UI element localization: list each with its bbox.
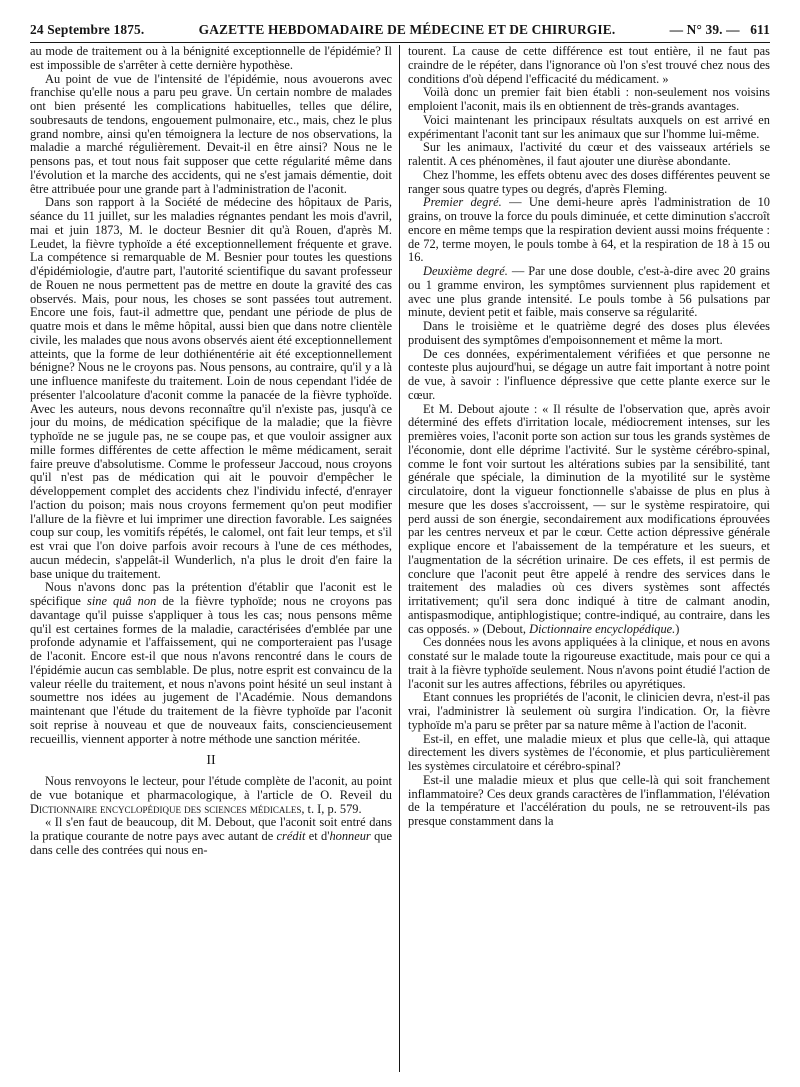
header-issue: — N° 39. — — [669, 22, 740, 37]
degree-heading: Premier degré. — [423, 195, 502, 210]
paragraph: Nous renvoyons le lecteur, pour l'étude complète de l'aconit, au point de vue botanique et pharmacologique, à l'article de O. Reveil du Dictionnaire encyclopédique des sciences médicales, t. I, p. 579. — [30, 774, 392, 816]
paragraph: Voici maintenant les principaux résultats auxquels on est arrivé en expérimentant l'aconit tant sur les animaux que sur l'homme lui-même. — [408, 112, 770, 141]
paragraph: Etant connues les propriétés de l'aconit, le clinicien devra, n'est-il pas vrai, l'administrer là seulement où surgira l'indication. Or, la fièvre typhoïde m'a paru se prêter par sa nature même à l'action de l'aconit. — [408, 690, 770, 732]
column-divider — [399, 45, 400, 1072]
paragraph: Premier degré. — Une demi-heure après l'administration de 10 grains, on trouve la force du pouls diminuée, et cette diminution s'accroît encore en même temps que la respiration devient aussi moins fréquente : de 72, terme moyen, le pouls tombe à 64, et la respiration de 18 à 15 ou 16. — [408, 195, 770, 265]
paragraph: Dans le troisième et le quatrième degré des doses plus élevées produisent des symptômes d'empoisonnement et même la mort. — [408, 319, 770, 347]
paragraph: Au point de vue de l'intensité de l'épidémie, nous avouerons avec franchise qu'elle nous a paru peu grave. Un certain nombre de malades ont bien présenté les complications habituelles, telles que délire, soubresauts de tendons, engouement pulmonaire, etc., mais, chez le plus grand nombre, ainsi qu'en témoignera la lecture de nos observations, la maladie a marché régulièrement. Devait-il en être ainsi? Nous ne le pensons pas, et tout nous fait supposer que cette régularité même dans l'évolution et la marche des accidents, qui ne s'est jamais démentie, doit être attribuée pour une grande part à l'administration de l'aconit. — [30, 71, 392, 196]
header-page-number: 611 — [750, 22, 770, 37]
section-heading: II — [206, 753, 216, 769]
running-header — [30, 22, 770, 42]
header-title: GAZETTE HEBDOMADAIRE DE MÉDECINE ET DE CHIRURGIE. — [198, 22, 616, 37]
paragraph: Chez l'homme, les effets obtenu avec des doses différentes peuvent se ranger sous quatre types ou degrés, d'après Fleming. — [408, 167, 770, 196]
left-column — [30, 45, 392, 858]
paragraph: Est-il une maladie mieux et plus que celle-là qui soit franchement inflammatoire? Ces deux grands caractères de l'inflammation, l'élévation de la température et l'accélération du pouls, ne se retrouvent-ils pas presque constamment dans la — [408, 772, 770, 828]
paragraph: au mode de traitement ou à la bénignité exceptionnelle de l'épidémie? Il est impossible de s'arrêter à cette dernière hypothèse. — [30, 44, 392, 72]
journal-page — [30, 22, 770, 1072]
header-issue-page — [670, 22, 770, 38]
dictionary-reference: Dictionnaire encyclopédique des sciences médicales — [30, 801, 302, 816]
paragraph: De ces données, expérimentalement vérifiées et que personne ne conteste plus aujourd'hui, se dégage un autre fait important à notre point de vue, à savoir : l'influence dépressive que cette plante exerce sur le cœur. — [408, 346, 770, 402]
paragraph: Deuxième degré. — Par une dose double, c'est-à-dire avec 20 grains ou 1 gramme environ, les symptômes surviennent plus rapidement et avec une plus grande intensité. Le pouls tombe à 56 pulsations par minute, devient petit et faible, mais conserve sa régularité. — [408, 264, 770, 320]
right-column — [408, 45, 770, 858]
paragraph: Sur les animaux, l'activité du cœur et des vaisseaux artériels se ralentit. A ces phénomènes, il faut ajouter une diurèse abondante. — [408, 140, 770, 168]
paragraph: tourent. La cause de cette différence est tout entière, il ne faut pas craindre de le répéter, dans l'ignorance où l'on s'est trouvé chez nous des conditions d'où dépend l'efficacité du médicament. » — [408, 44, 770, 86]
paragraph: Nous n'avons donc pas la prétention d'établir que l'aconit est le spécifique sine quâ non de la fièvre typhoïde; nous ne croyons pas davantage qu'il puisse s'appliquer à tous les cas; nous pensons même qu'il est certaines formes de la maladie, caractérisées d'emblée par une profonde adynamie et l'affaissement, qui ne comporteraient pas l'usage de l'aconit. Encore est-il que nous n'avons rencontré dans le cours de l'épidémie aucun cas semblable. De plus, notre esprit est convaincu de la valeur réelle du traitement, et nous n'avons point hésité un seul instant à soumettre nos idées au jugement de l'Académie. Nous demandons maintenant que l'étude du traitement de la fièvre typhoïde par l'aconit soit reprise à nouveau et que de nouveaux faits, consciencieusement recueillis, viennent apporter à notre méthode une sanction méritée. — [30, 580, 392, 746]
degree-heading: Deuxième degré. — [423, 264, 508, 278]
two-column-body — [30, 45, 770, 858]
header-date: 24 Septembre 1875. — [30, 22, 145, 37]
header-rule — [30, 42, 770, 43]
paragraph: « Il s'en faut de beaucoup, dit M. Debout, que l'aconit soit entré dans la pratique courante de notre pays avec autant de crédit et d'honneur que dans celle des contrées qui nous en- — [30, 815, 392, 857]
paragraph: Et M. Debout ajoute : « Il résulte de l'observation que, après avoir déterminé des effets d'irritation locale, médiocrement intenses, sur les premières voies, l'aconit porte son action sur tous les grands systèmes de l'économie, dont elle déprime l'activité. Sur le système cérébro-spinal, comme le font voir surtout les altérations subies par la sensibilité, tant générale que spéciale, la diminution de la myotilité sur le système circulatoire, dont la vigueur fonctionnelle s'abaisse de plus en plus à mesure que les doses s'accroissent, — sur le système respiratoire, qui perd aussi de son énergie, secondairement aux modifications éprouvées par les centres nerveux et par le cœur. Cette action dépressive générale explique encore et l'abaissement de la température et les sueurs, et l'augmentation de la sécrétion urinaire. De ces effets, il est permis de conclure que l'aconit peut être appelé à rendre des services dans le traitement des maladies où ces divers systèmes sont affectés irritativement; qu'il sera donc indiqué à titre de calmant anodin, antispasmodique, antiphlogistique; contre-indiqué, au contraire, dans les cas opposés. » (Debout, Dictionnaire encyclopédique.) — [408, 401, 770, 636]
paragraph: Voilà donc un premier fait bien établi : non-seulement nos voisins emploient l'aconit, mais ils en obtiennent de très-grands avantages. — [408, 85, 770, 113]
paragraph: Ces données nous les avons appliquées à la clinique, et nous en avons constaté sur le malade toute la rigoureuse exactitude, mais pour ce qui a trait à la fièvre typhoïde seulement. Nous n'avons point étudié l'action de l'aconit sur les autres affections, fébriles ou apyrétiques. — [408, 635, 770, 691]
paragraph: Dans son rapport à la Société de médecine des hôpitaux de Paris, séance du 11 juillet, sur les maladies régnantes pendant les mois d'avril, mai et juin 1873, M. le docteur Besnier dit qu'à Rouen, d'après M. Leudet, la fièvre typhoïde a été exceptionnellement fréquente et grave. La compétence si remarquable de M. Besnier pour toutes les questions d'épidémiologie, d'autre part, l'autorité scientifique du savant professeur de Rouen ne nous permettent pas de mettre en doute la gravité des cas observés. Mais, pour nous, les choses se sont passées tout autrement. Encore une fois, faut-il admettre que, pendant une période de plus de quatre mois et dans le même hôpital, aussi bien que dans notre clientèle civile, les malades que nous avons observés aient été exceptionnellement atteints, que la forme de leur dothiénentérie ait été exceptionnellement bénigne? Nous ne le croyons pas. Nous pensons, au contraire, qu'il y a là une influence manifeste du traitement. Loin de nous cependant l'idée de présenter l'alcoolature d'aconit comme la panacée de la fièvre typhoïde. Avec les auteurs, nous devons reconnaître qu'il n'existe pas, jusqu'à ce jour du moins, de médication spécifique de la maladie; que la fièvre typhoïde ne se jugule pas, ne se coupe pas, et que vouloir assigner aux mille formes différentes de cette affection le même médicament, serait faire preuve d'absolutisme. Comme le professeur Jaccoud, nous croyons qu'il n'est pas de médication qui ait le pouvoir d'empêcher le développement complet des accidents chez l'individu infecté, d'enrayer l'action du poison; mais nous croyons fermement qu'on peut modifier l'allure de la fièvre et lui imprimer une direction favorable. Les saignées coup sur coup, les vomitifs répétés, le calomel, ont fait leur temps, et s'il est vrai que l'on doive parfois avoir recours à l'une de ces méthodes, aucun médecin, s'appelât-il Wunderlich, n'a plus le droit d'en faire la base unique du traitement. — [30, 195, 392, 581]
paragraph: Est-il, en effet, une maladie mieux et plus que celle-là, qui attaque directement les divers systèmes de l'économie, et plus particulièrement les systèmes circulatoire et cérébro-spinal? — [408, 731, 770, 773]
